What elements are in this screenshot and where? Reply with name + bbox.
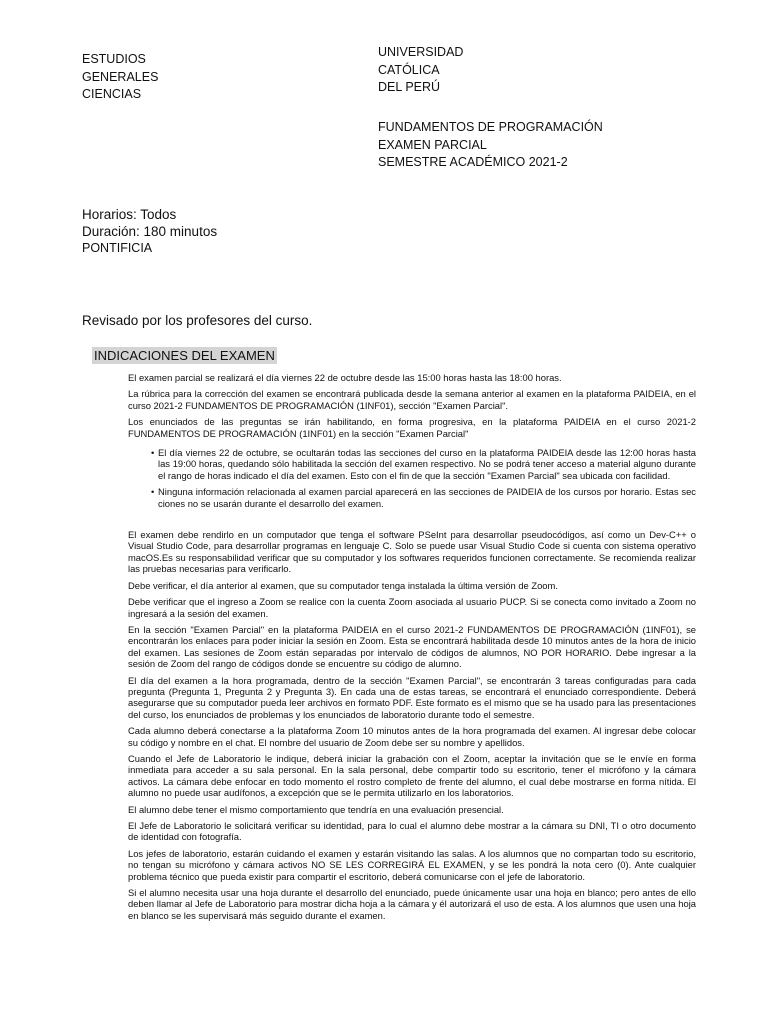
paragraph: Debe verificar que el ingreso a Zoom se realice con la cuenta Zoom asociada al usuario PUCP. Si se conecta como invitado a Zoom no ingresará a la sesión del examen.: [128, 596, 696, 619]
paragraph: Los enunciados de las preguntas se irán habilitando, en forma progresiva, en la plataforma PAIDEIA en el curso 2021-2 FUNDAMENTOS DE PROGRAMACIÓN (1INF01) en la sección "Examen Parcial": [128, 416, 696, 439]
paragraph: Si el alumno necesita usar una hoja durante el desarrollo del enunciado, puede únicamente usar una hoja en blanco; pero antes de ello deben llamar al Jefe de Laboratorio para mostrar dicha hoja a la cámara y él autorizará el uso de esta. A los alumnos que usen una hoja en blanco se les supervisará más seguido durante el examen.: [128, 887, 696, 921]
semester: SEMESTRE ACADÉMICO 2021-2: [378, 155, 568, 169]
paragraph: El examen debe rendirlo en un computador que tenga el software PSeInt para desarrollar pseudocódigos, así como un Dev-C++ o Visual Studio Code, para desarrollar programas en lenguaje C. Solo se puede usar Visual Studio Code si cuenta con sistema operativo macOS.Es su responsabilidad verificar que su computador y los softwares requeridos funcionen correctamente. Se recomienda realizar las pruebas necesarias para verificarlo.: [128, 529, 696, 575]
paragraph: El alumno debe tener el mismo comportamiento que tendría en una evaluación presencial.: [128, 803, 504, 815]
paragraph: El examen parcial se realizará el día viernes 22 de octubre desde las 15:00 horas hasta las 18:00 horas.: [128, 372, 562, 383]
course-block: [378, 119, 603, 172]
paragraph: Cuando el Jefe de Laboratorio le indique, deberá iniciar la grabación con el Zoom, aceptar la invitación que se le envíe en forma inmediata para acceder a su sala personal. En la sala personal, debe compartir todo su escritorio, tener el micrófono y la cámara activos. La cámara debe enfocar en todo momento el rostro completo de frente del alumno, el cual debe mostrarse en forma nítida. El alumno no puede usar audífonos, a excepción que se le permita utilizarlo en los laboratorios.: [128, 752, 696, 799]
paragraph: Los jefes de laboratorio, estarán cuidando el examen y estarán visitando las salas. A los alumnos que no compartan todo su escritorio, no tengan su micrófono y cámara activos NO SE LES CORREGIRÁ EL EXAMEN, y se les pondrá la nota cero (0). Ante cualquier problema técnico que pueda existir para compartir el escritorio, deberá comunicarse con el jefe de laboratorio.: [128, 847, 696, 882]
schedule-text: Horarios: Todos: [82, 207, 177, 222]
faculty-line: CIENCIAS: [82, 87, 142, 101]
paragraph: En la sección "Examen Parcial" en la plataforma PAIDEIA en el curso 2021-2 FUNDAMENTOS DE PROGRAMACIÓN (1INF01), se encontrarán los enlaces para poder iniciar la sesión en Zoom. Esta se encontrará habilitada desde 10 minutos antes de la hora de inicio del examen. Las sesiones de Zoom están separadas por intervalo de códigos de alumnos, NO POR HORARIO. Debe ingresar a la sesión de Zoom del rango de códigos donde se encuentre su código de alumno.: [128, 623, 696, 670]
instructions-body: [128, 372, 696, 926]
list-item: • Ninguna información relacionada al examen parcial aparecerá en las secciones de PAIDEIA de los cursos por horario. Estas sec ciones no se usarán durante el desarrollo del examen.: [158, 486, 696, 509]
pontificia-text: PONTIFICIA: [82, 241, 153, 255]
list-item: • El día viernes 22 de octubre, se ocultarán todas las secciones del curso en la plataforma PAIDEIA desde las 12:00 horas hasta las 19:00 horas, quedando sólo habilitada la sección del examen respectivo. No se podrá tener acceso a material alguno durante el rango de horas indicado el día del examen. Esto con el fin de que la sección "Examen Parcial" sea ubicada con facilidad.: [158, 447, 696, 481]
bullet-list: [158, 447, 696, 509]
paragraph: Debe verificar, el día anterior al examen, que su computador tenga instalada la última versión de Zoom.: [128, 579, 558, 591]
university-line: UNIVERSIDAD: [378, 45, 464, 59]
course-name: FUNDAMENTOS DE PROGRAMACIÓN: [378, 120, 603, 134]
university-line: CATÓLICA: [378, 62, 440, 77]
university-line: DEL PERÚ: [378, 80, 441, 94]
paragraph: El día del examen a la hora programada, dentro de la sección "Examen Parcial", se encontrarán 3 tareas configuradas para cada pregunta (Pregunta 1, Pregunta 2 y Pregunta 3). En cada una de estas tareas, se encontrará el enunciado correspondiente. Deberá asegurarse que su computador pueda leer archivos en formato PDF. Este formato es el mismo que se ha usado para las presentaciones del curso, los enunciados de problemas y los enunciados de laboratorio durante todo el semestre.: [128, 674, 696, 720]
faculty-block: [82, 51, 158, 104]
paragraph: El Jefe de Laboratorio le solicitará verificar su identidad, para lo cual el alumno debe mostrar a la cámara su DNI, TI o otro documento de identidad con fotografía.: [128, 820, 696, 843]
section-title: INDICACIONES DEL EXAMEN: [94, 348, 275, 363]
reviewed-text: Revisado por los profesores del curso.: [82, 313, 313, 328]
paragraph: La rúbrica para la corrección del examen se encontrará publicada desde la semana anterior al examen en la plataforma PAIDEIA, en el curso 2021-2 FUNDAMENTOS DE PROGRAMACIÓN (1INF01), sección "Examen Parcial".: [128, 388, 696, 411]
faculty-line: ESTUDIOS: [82, 52, 146, 66]
university-block: [378, 44, 463, 97]
schedule-block: [82, 207, 217, 257]
duration-text: Duración: 180 minutos: [82, 223, 218, 239]
paragraph: Cada alumno deberá conectarse a la plataforma Zoom 10 minutos antes de la hora programada del examen. Al ingresar debe colocar su código y nombre en el chat. El nombre del usuario de Zoom debe ser su nombre y apellidos.: [128, 725, 696, 748]
exam-type: EXAMEN PARCIAL: [378, 137, 487, 152]
faculty-line: GENERALES: [82, 69, 159, 84]
